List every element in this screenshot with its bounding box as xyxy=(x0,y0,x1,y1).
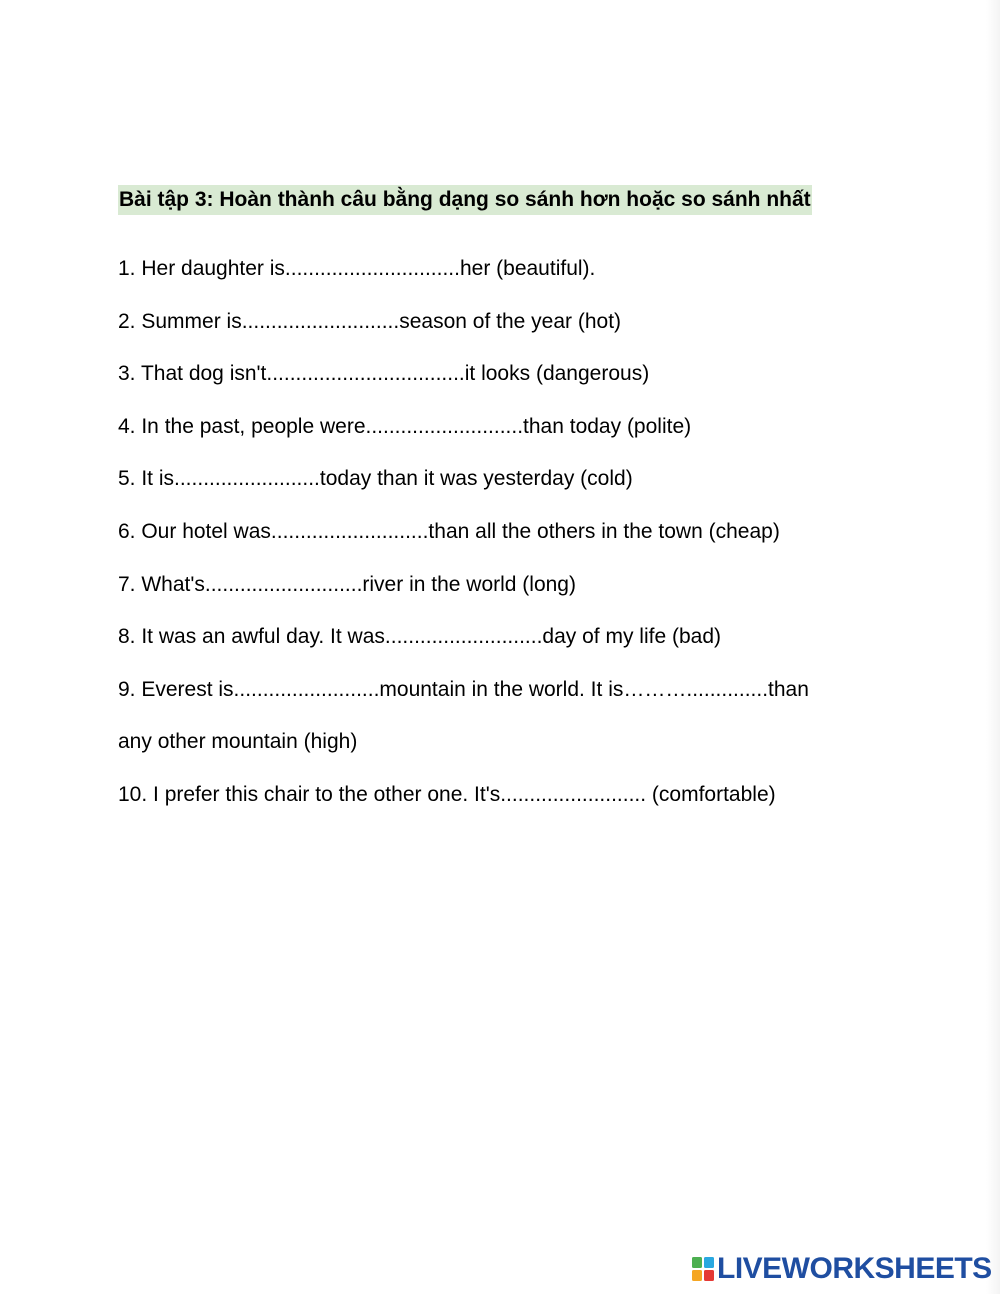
exercise-line-3: 3. That dog isn't..................................it looks (dangerous) xyxy=(118,362,650,386)
page-edge xyxy=(986,0,1000,1294)
exercise-line-8: 8. It was an awful day. It was...........................day of my life (bad) xyxy=(118,625,722,649)
liveworksheets-logo xyxy=(692,1252,992,1286)
exercise-line-6: 6. Our hotel was...........................than all the others in the town (cheap) xyxy=(118,519,780,543)
exercise-list xyxy=(118,243,809,822)
exercise-line-1: 1. Her daughter is..............................her (beautiful). xyxy=(118,257,596,280)
liveworksheets-logo-icon xyxy=(692,1257,714,1281)
exercise-line-9-continued: any other mountain (high) xyxy=(118,730,358,754)
exercise-line-2: 2. Summer is...........................season of the year (hot) xyxy=(118,309,622,333)
exercise-line-7: 7. What's...........................river in the world (long) xyxy=(118,572,576,596)
exercise-line-4: 4. In the past, people were...........................than today (polite) xyxy=(118,414,692,438)
exercise-line-10: 10. I prefer this chair to the other one. It's......................... (comfortable) xyxy=(118,782,776,806)
exercise-line-5: 5. It is.........................today than it was yesterday (cold) xyxy=(118,467,633,491)
liveworksheets-logo-text: LIVEWORKSHEETS xyxy=(717,1252,992,1285)
exercise-line-9: 9. Everest is.........................mountain in the world. It is………..............than xyxy=(118,677,809,701)
exercise-title: Bài tập 3: Hoàn thành câu bằng dạng so sánh hơn hoặc so sánh nhất xyxy=(118,185,812,215)
